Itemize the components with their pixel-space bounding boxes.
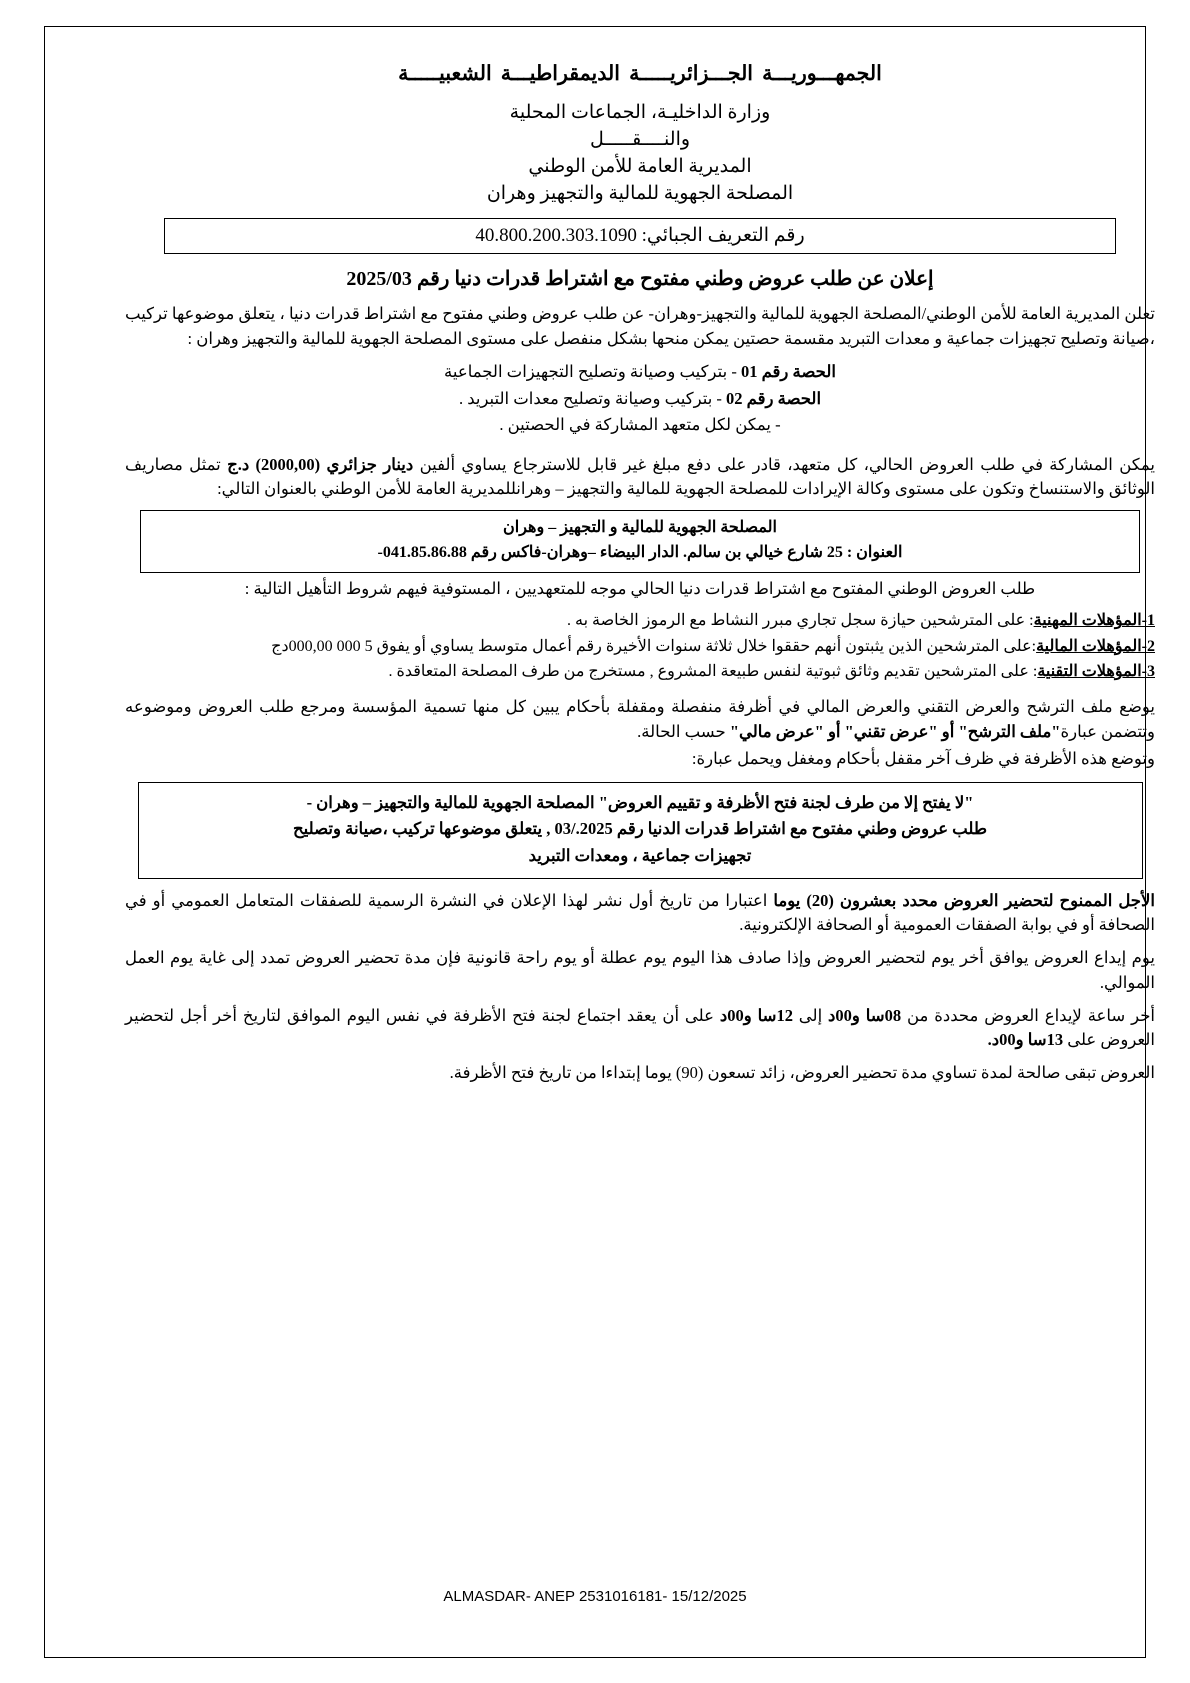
participation-note: - يمكن لكل متعهد المشاركة في الحصتين . [499,415,781,435]
contracting-address-box [140,510,1140,573]
lot-2-text: - بتركيب وصيانة وتصليح معدات التبريد . [458,388,722,408]
intro-paragraph: تعلن المديرية العامة للأمن الوطني/المصلحة الجهوية للمالية والتجهيز-وهران- عن طلب عروض وطني مفتوح مع اشتراط قدرات دنيا ، يتعلق موضوعها تركيب ،صيانة وتصليح تجهيزات جماعية و معدات التبريد مقسمة حصتين يمكن منحها بشكل منفصل على مستوى المصلحة الجهوية للمالية والتجهيز وهران : [125,303,1155,348]
envelope-instructions [125,695,1155,745]
hours-start: 08سا و00د [828,1005,902,1025]
qualification-1-title: 1-المؤهلات المهنية [1033,612,1155,630]
lot-1-text: - بتركيب وصيانة وتصليح التجهيزات الجماعية [444,362,737,382]
fee-text-part-2: تمثل مصاريف الوثائق والاستنساخ وتكون على مستوى وكالة الإيرادات للمصلحة الجهوية للمالية والتجهيز – وهرانللمديرية العامة للأمن الوطني بالعنوان التالي: [125,454,1155,499]
deadline-rest-text: اعتبارا من تاريخ أول نشر لهذا الإعلان في النشرة الرسمية للصفقات المتعامل العمومي أو في الصحافة أو في بوابة الصفقات العمومية أو الصحافة الإلكترونية. [125,890,1155,935]
header-line-3: المديرية العامة للأمن الوطني [528,155,752,177]
envelope-box-line-3: تجهيزات جماعية ، ومعدات التبريد [528,846,752,866]
lot-2-label: الحصة رقم 02 [726,388,822,408]
envelope-outer-instruction: وتوضع هذه الأظرفة في ظرف آخر مقفل بأحكام ومغفل ويحمل عبارة: [691,748,1155,768]
fee-amount: دينار جزائري (2000,00) د.ج [227,454,414,474]
fee-text-part-1: يمكن المشاركة في طلب العروض الحالي، كل متعهد، قادر على دفع مبلغ غير قابل للاسترجاع يساوي ألفين [413,454,1156,474]
hours-part-3: على أن يعقد اجتماع لجنة فتح الأظرفة في نفس اليوم الموافق لتاريخ أخر أجل لتحضير العروض على [125,1005,1155,1050]
qualification-1-text: : على المترشحين حيازة سجل تجاري مبرر النشاط مع الرموز الخاصة به . [566,612,1034,630]
qualification-intro: طلب العروض الوطني المفتوح مع اشتراط قدرات دنيا الحالي موجه للمتعهديين ، المستوفية فيهم شروط التأهيل التالية : [244,578,1036,598]
lot-item-2 [125,386,1155,412]
hours-end: 12سا و00د [719,1005,793,1025]
fiscal-id-box: رقم التعريف الجبائي: 40.800.200.303.1090 [164,218,1116,254]
hours-part-2: إلى [792,1005,829,1025]
hours-paragraph [125,1004,1155,1054]
hours-part-1: أخر ساعة لإيداع العروض محددة من [901,1005,1155,1025]
header-line-4: المصلحة الجهوية للمالية والتجهيز وهران [486,182,794,204]
qualification-item-1 [125,609,1155,633]
envelope-terms: "ملف الترشح" أو "عرض تقني" أو "عرض مالي" [729,722,1061,742]
header-line-1: وزارة الداخليـة، الجماعات المحلية [509,102,771,123]
envelope-text-part-2: حسب الحالة. [637,722,726,742]
qualification-3-text: : على المترشحين تقديم وثائق ثبوتية لنفس طبيعة المشروع , مستخرج من طرف المصلحة المتعاقدة . [388,663,1038,681]
document-content [125,61,1155,1088]
deadline-bold-text: الأجل الممنوح لتحضير العروض محدد بعشرون (20) يوما [773,890,1156,910]
lot-item-1 [125,359,1155,385]
address-line-2: العنوان : 25 شارع خيالي بن سالم. الدار البيضاء –وهران-فاكس رقم 041.85.86.88- [377,543,903,561]
header-line-2: والنــــقـــــل [589,128,691,150]
republic-title: الجمهـــوريـــة الجـــزائريـــــة الديمقراطيـــة الشعبيـــــة [398,63,882,85]
lot-1-label: الحصة رقم 01 [740,362,836,382]
qualification-item-3 [125,660,1155,684]
envelope-box-line-1: "لا يفتح إلا من طرف لجنة فتح الأظرفة و تقييم العروض" المصلحة الجهوية للمالية والتجهيز – وهران - [306,792,974,812]
address-line-1: المصلحة الجهوية للمالية و التجهيز – وهران [503,519,777,537]
opening-time: 13سا و00د. [987,1030,1064,1050]
document-footer: ALMASDAR- ANEP 2531016181- 15/12/2025 [443,1588,747,1605]
envelope-text-part-1: يوضع ملف الترشح والعرض التقني والعرض المالي في أظرفة منفصلة ومقفلة بأحكام يبين كل منها تسمية المؤسسة ومرجع طلب العروض وموضوعه وتتضمن عبارة [125,697,1155,742]
deadline-paragraph [125,889,1155,939]
announcement-title: إعلان عن طلب عروض وطني مفتوح مع اشتراط قدرات دنيا رقم 2025/03 [346,267,934,290]
envelope-box-line-2: طلب عروض وطني مفتوح مع اشتراط قدرات الدنيا رقم 2025./03 , يتعلق موضوعها تركيب ،صيانة وتصليح [293,819,987,839]
holiday-paragraph: يوم إيداع العروض يوافق أخر يوم لتحضير العروض وإذا صادف هذا اليوم يوم عطلة أو يوم راحة قانونية فإن مدة تحضير العروض تمدد إلى غاية يوم العمل الموالي. [125,948,1155,992]
qualification-2-title: 2-المؤهلات المالية [1036,637,1155,655]
validity-paragraph: العروض تبقى صالحة لمدة تساوي مدة تحضير العروض، زائد تسعون (90) يوما إبتداءا من تاريخ فتح الأظرفة. [449,1063,1155,1083]
fee-paragraph [125,453,1155,503]
qualification-2-text: :على المترشحين الذين يثبتون أنهم حققوا خلال ثلاثة سنوات الأخيرة رقم أعمال متوسط يساوي أو يفوق 5 000 000,00دج [271,637,1037,655]
qualification-3-title: 3-المؤهلات التقنية [1037,663,1155,681]
qualification-item-2 [125,635,1155,659]
page-border [44,26,1156,1658]
ministry-header [125,100,1155,208]
outer-envelope-box [138,782,1143,879]
